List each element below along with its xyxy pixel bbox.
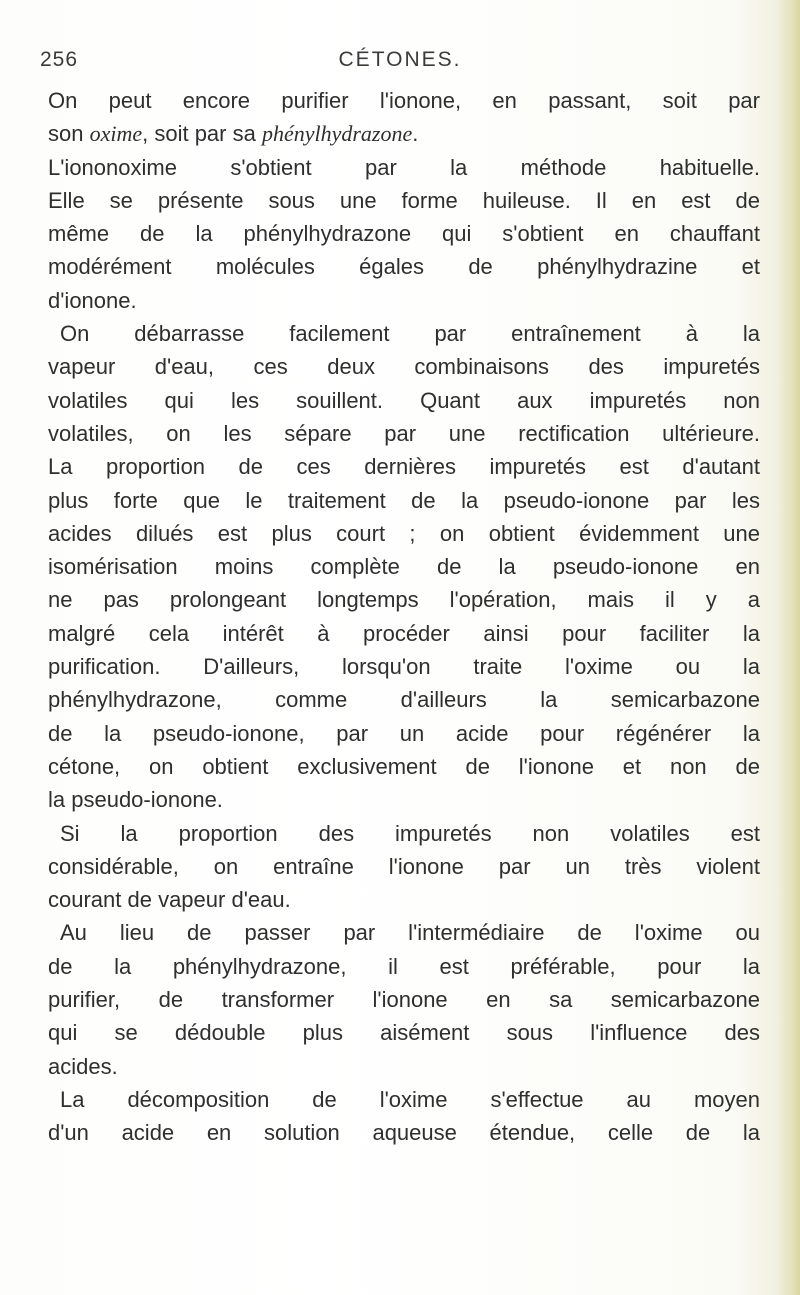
text-run: La décomposition de l'oxime s'effectue au moyen <box>60 1086 760 1112</box>
text-run: de la phénylhydrazone, il est préférable, pour la <box>48 953 760 979</box>
text-run: . <box>412 121 419 147</box>
text-run: acides dilués est plus court ; on obtient évidemment une <box>48 520 760 546</box>
text-run: volatiles qui les souillent. Quant aux impuretés non <box>48 387 760 413</box>
text-run: cétone, on obtient exclusivement de l'ionone et non de <box>48 753 760 779</box>
body-text <box>48 84 760 1150</box>
text-run: , soit par sa <box>142 121 262 147</box>
text-line <box>48 1016 760 1049</box>
text-run: L'iononoxime s'obtient par la méthode habituelle. <box>48 154 760 180</box>
text-run: son <box>48 121 90 147</box>
text-line <box>48 550 760 583</box>
running-head <box>40 48 760 78</box>
text-run: isomérisation moins complète de la pseudo-ionone en <box>48 554 760 580</box>
text-run: Au lieu de passer par l'intermédiaire de l'oxime ou <box>60 920 760 946</box>
running-title: CÉTONES. <box>338 48 462 71</box>
text-line <box>48 184 760 217</box>
text-line <box>48 350 760 383</box>
text-line <box>48 217 760 250</box>
text-line <box>48 117 760 150</box>
text-line <box>48 916 760 949</box>
paragraph <box>48 317 760 816</box>
paragraph <box>48 1083 760 1150</box>
text-run: courant de vapeur d'eau. <box>48 887 291 913</box>
text-line <box>48 317 760 350</box>
text-run: La proportion de ces dernières impuretés est d'autant <box>48 454 760 480</box>
text-line <box>48 983 760 1016</box>
text-line <box>48 484 760 517</box>
text-run: ne pas prolongeant longtemps l'opération, mais il y a <box>48 587 760 613</box>
text-line <box>48 1083 760 1116</box>
text-line <box>48 883 760 916</box>
text-line <box>48 650 760 683</box>
text-run: On débarrasse facilement par entraînement à la <box>60 321 760 347</box>
text-line <box>48 84 760 117</box>
paragraph <box>48 817 760 917</box>
text-run: d'ionone. <box>48 287 137 313</box>
text-line <box>48 583 760 616</box>
text-line <box>48 417 760 450</box>
text-line <box>48 717 760 750</box>
text-line <box>48 517 760 550</box>
text-run: qui se dédouble plus aisément sous l'influence des <box>48 1020 760 1046</box>
italic-term: phénylhydrazone <box>261 121 413 147</box>
text-line <box>48 1116 760 1149</box>
page-number: 256 <box>40 48 79 71</box>
text-run: malgré cela intérêt à procéder ainsi pour faciliter la <box>48 620 760 646</box>
text-run: modérément molécules égales de phénylhydrazine et <box>48 254 760 280</box>
text-run: volatiles, on les sépare par une rectification ultérieure. <box>48 420 760 446</box>
text-run: purifier, de transformer l'ionone en sa semicarbazone <box>48 987 760 1013</box>
italic-term: oxime <box>89 121 143 147</box>
text-run: acides. <box>48 1053 118 1079</box>
text-line <box>48 1050 760 1083</box>
text-run: même de la phénylhydrazone qui s'obtient en chauffant <box>48 221 760 247</box>
text-run: de la pseudo-ionone, par un acide pour régénérer la <box>48 720 760 746</box>
paragraph <box>48 916 760 1082</box>
text-run: considérable, on entraîne l'ionone par un très violent <box>48 853 760 879</box>
text-line <box>48 151 760 184</box>
text-run: Si la proportion des impuretés non volatiles est <box>60 820 760 846</box>
text-line <box>48 250 760 283</box>
page-edge-stain <box>778 0 800 1295</box>
text-line <box>48 817 760 850</box>
text-line <box>48 783 760 816</box>
text-line <box>48 284 760 317</box>
paragraph <box>48 84 760 317</box>
text-line <box>48 384 760 417</box>
text-run: On peut encore purifier l'ionone, en passant, soit par <box>48 88 760 113</box>
text-line <box>48 950 760 983</box>
text-run: phénylhydrazone, comme d'ailleurs la semicarbazone <box>48 687 760 713</box>
text-run: plus forte que le traitement de la pseudo-ionone par les <box>48 487 760 513</box>
text-line <box>48 450 760 483</box>
text-run: Elle se présente sous une forme huileuse. Il en est de <box>48 187 760 213</box>
text-run: d'un acide en solution aqueuse étendue, celle de la <box>48 1120 760 1146</box>
text-run: purification. D'ailleurs, lorsqu'on traite l'oxime ou la <box>48 654 760 680</box>
text-line <box>48 750 760 783</box>
text-run: la pseudo-ionone. <box>48 787 223 813</box>
text-run: vapeur d'eau, ces deux combinaisons des impuretés <box>48 354 760 380</box>
text-line <box>48 617 760 650</box>
text-line <box>48 683 760 716</box>
text-line <box>48 850 760 883</box>
